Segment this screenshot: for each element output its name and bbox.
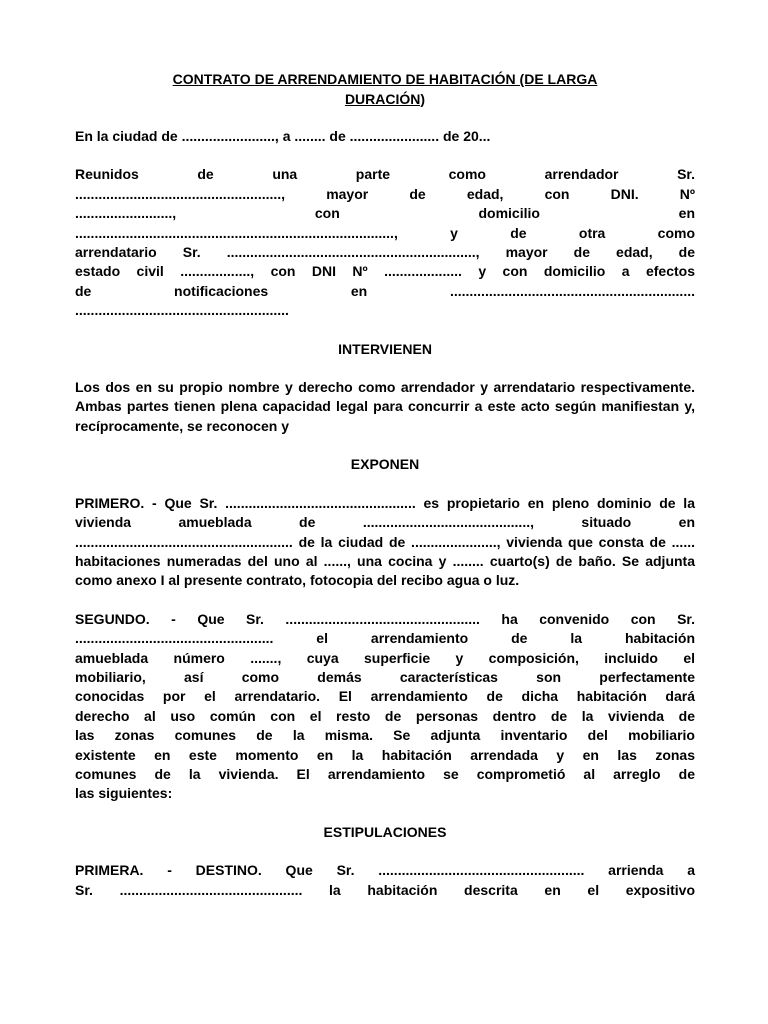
heading-exponen: EXPONEN: [350, 456, 420, 473]
segundo-line: las zonas comunes de la misma. Se adjunta inventario del mobiliario: [75, 727, 695, 744]
intro-city-paragraph: En la ciudad de ........................, a ........ de ....................... de 20...: [75, 128, 491, 144]
heading-estipulaciones: ESTIPULACIONES: [323, 823, 447, 840]
segundo-line: las siguientes:: [75, 785, 173, 802]
segundo-line: derecho al uso común con el resto de personas dentro de la vivienda de: [75, 707, 695, 724]
title-line-2: DURACIÓN): [344, 90, 426, 107]
primera-line: PRIMERA. - DESTINO. Que Sr. ..................................................... arrienda a: [75, 862, 695, 879]
title-line-1: CONTRATO DE ARRENDAMIENTO DE HABITACIÓN (DE LARGA: [172, 71, 598, 87]
reunidos-line: estado civil .................., con DNI Nº .................... y con domicilio a efectos: [75, 263, 695, 280]
reunidos-line: .......................................................: [75, 302, 289, 319]
reunidos-line: de notificaciones en ...............................................................: [75, 282, 695, 299]
primera-line: Sr. ............................................... la habitación descrita en el expositivo: [75, 881, 695, 898]
primera-paragraph: [75, 861, 695, 900]
contract-title: [75, 70, 695, 109]
segundo-line: mobiliario, así como demás características son perfectamente: [75, 668, 695, 685]
reunidos-paragraph: [75, 165, 695, 320]
reunidos-line: arrendatario Sr. ................................................................, mayor de edad, de: [75, 244, 695, 261]
segundo-line: comunes de la vivienda. El arrendamiento se comprometió al arreglo de: [75, 765, 695, 782]
intervienen-paragraph: Los dos en su propio nombre y derecho como arrendador y arrendatario respectivamente. Ambas partes tienen plena capacidad legal para concurrir a este acto según manifiestan y, recíprocamente, se reconocen y: [75, 379, 695, 434]
segundo-line: amueblada número ......., cuya superficie y composición, incluido el: [75, 649, 695, 666]
segundo-line: ................................................... el arrendamiento de la habitación: [75, 630, 695, 647]
segundo-line: existente en este momento en la habitación arrendada y en las zonas: [75, 746, 695, 763]
segundo-line: SEGUNDO. - Que Sr. .................................................. ha convenido con Sr.: [75, 610, 695, 627]
segundo-paragraph: [75, 610, 695, 804]
segundo-line: conocidas por el arrendatario. El arrendamiento de dicha habitación dará: [75, 688, 695, 705]
reunidos-line: ........................., con domicilio en: [75, 205, 695, 222]
reunidos-line: ....................................................., mayor de edad, con DNI. Nº: [75, 185, 695, 202]
reunidos-line: Reunidos de una parte como arrendador Sr.: [75, 166, 695, 183]
reunidos-line: .................................................................................., y de otra como: [75, 224, 695, 241]
primero-paragraph: PRIMERO. - Que Sr. ................................................. es propietario en pleno dominio de la vivienda amueblada de ..........................................., situado en ........................................................ de la ciudad de ......................, vivienda que consta de ...... habitaciones numeradas del uno al ......, una cocina y ........ cuarto(s) de baño. Se adjunta como anexo I al presente contrato, fotocopia del recibo agua o luz.: [75, 494, 695, 589]
heading-intervienen: INTERVIENEN: [338, 340, 432, 357]
